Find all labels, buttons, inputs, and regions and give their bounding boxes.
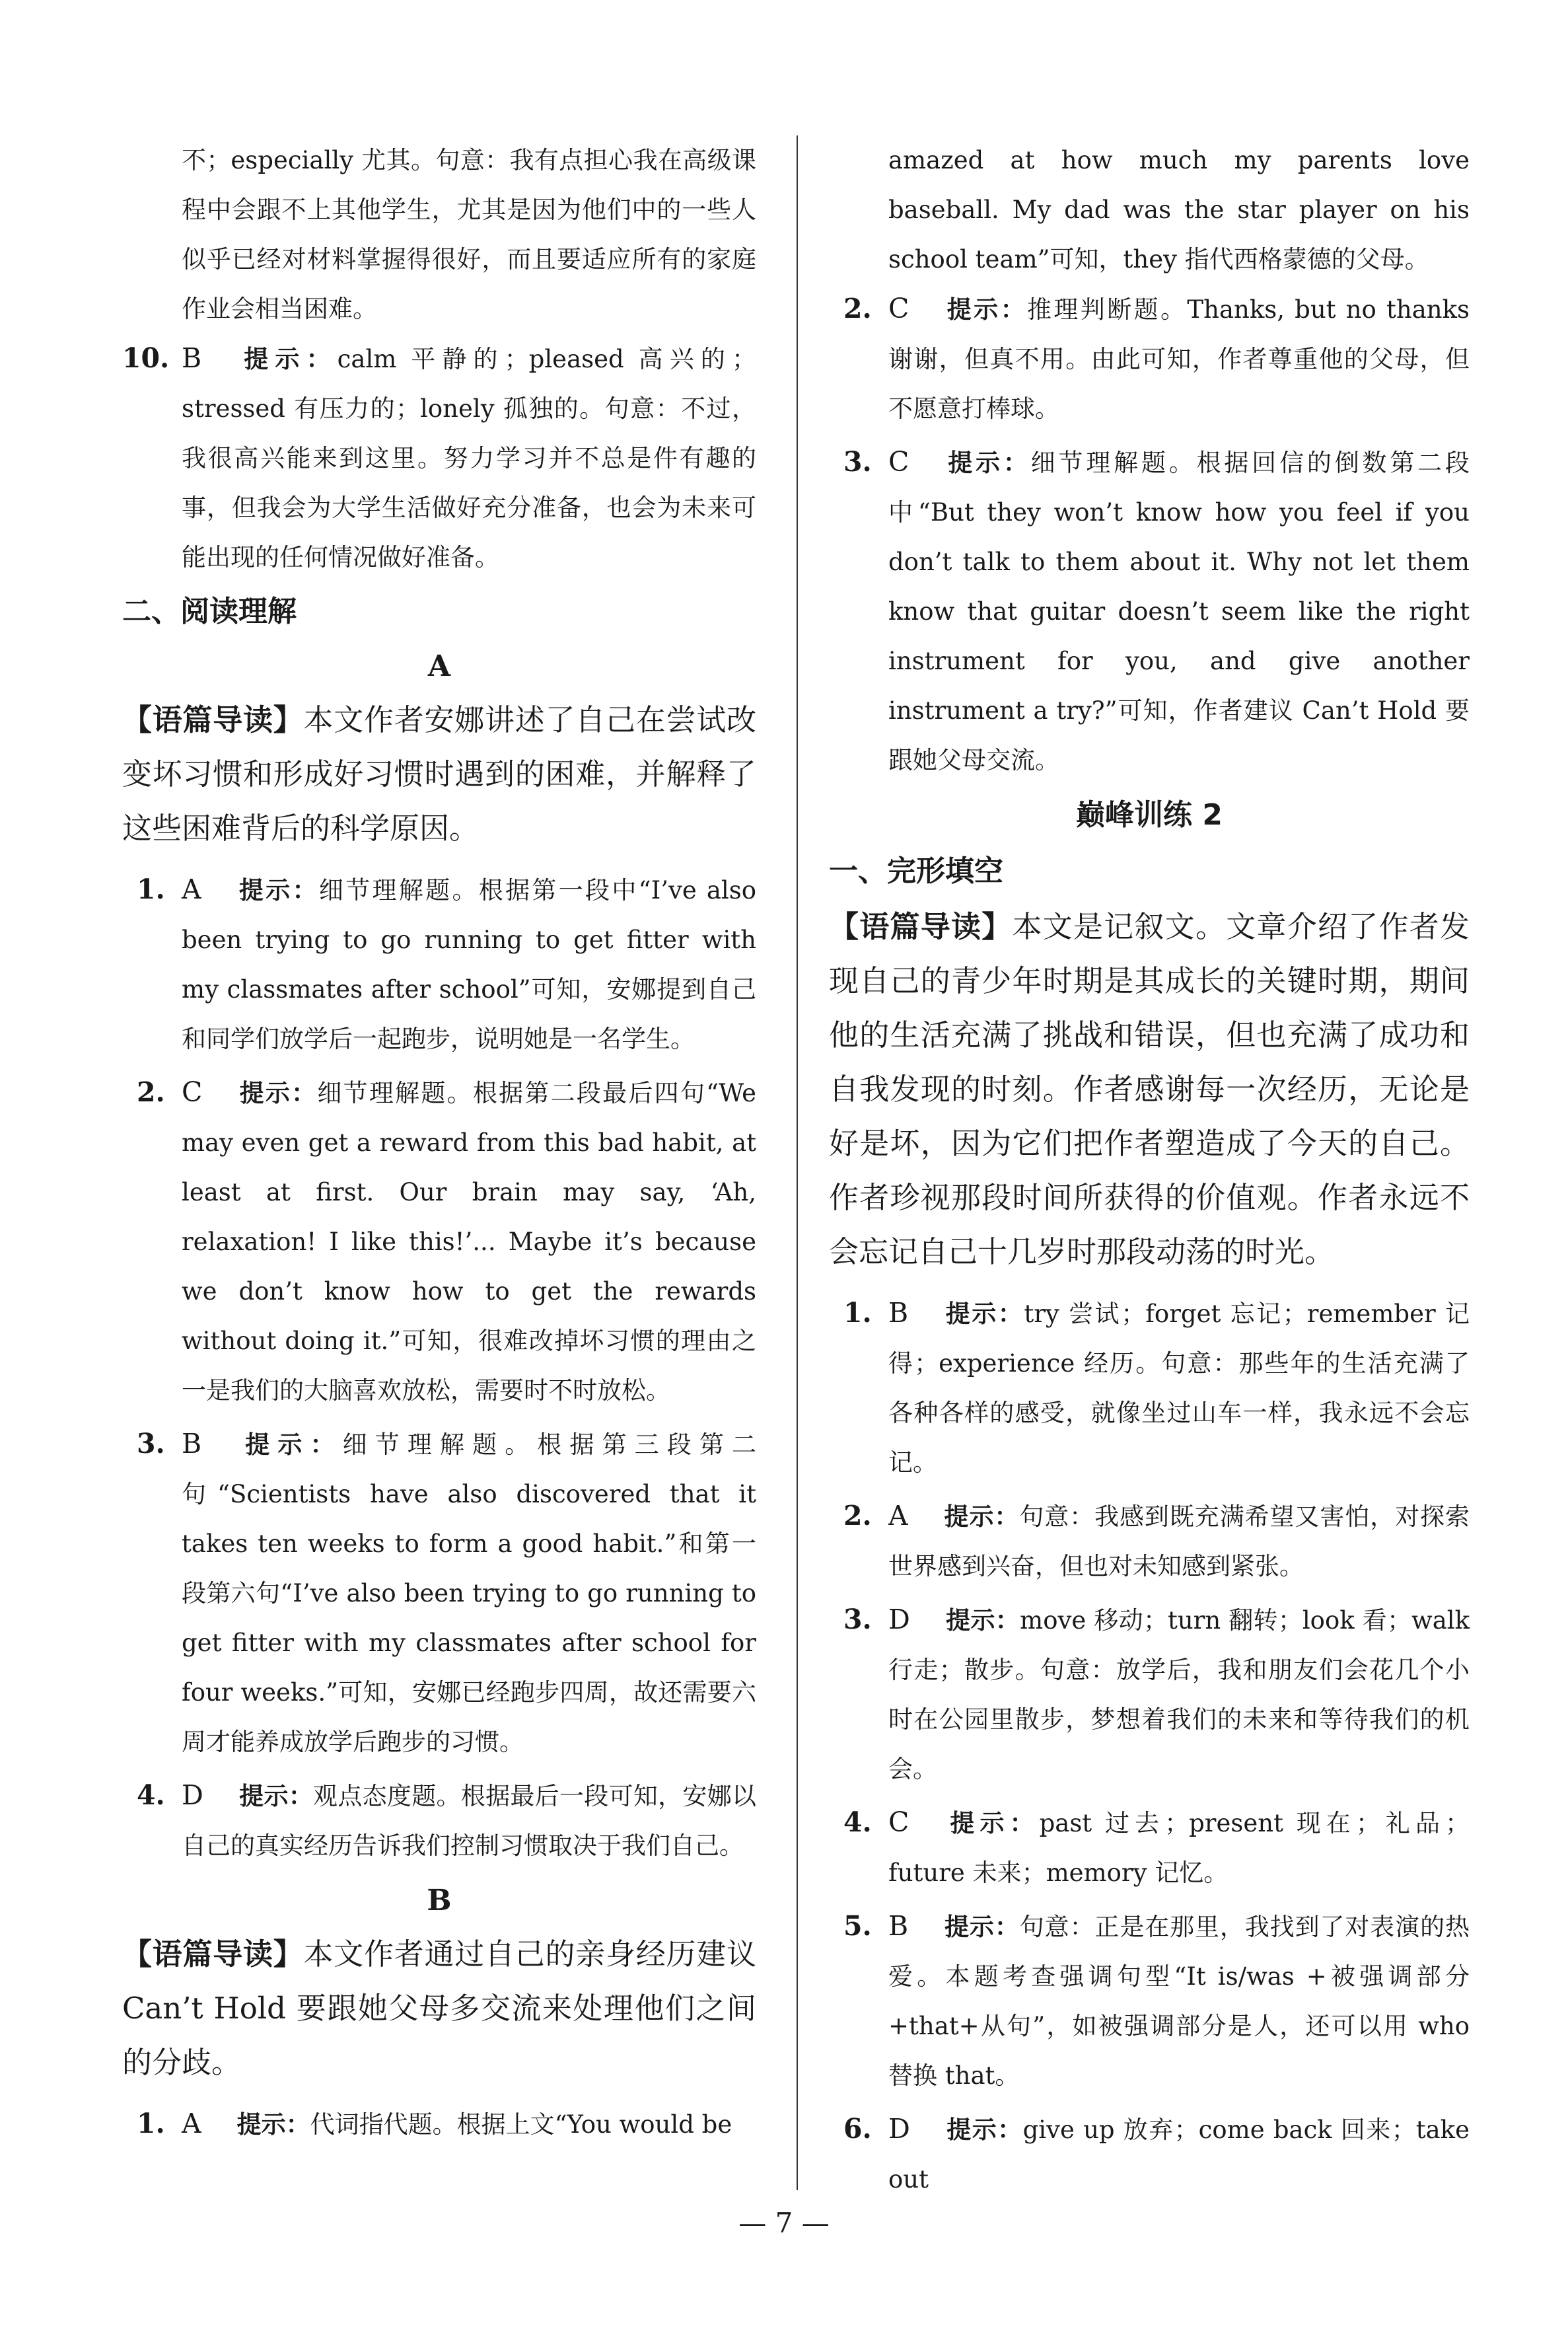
answer-item: [829, 284, 1470, 433]
answer-letter: D: [888, 2113, 910, 2145]
section-title: 二、阅读理解: [122, 595, 297, 628]
guide-text: 本文作者安娜讲述了自己在尝试改变坏习惯和形成好习惯时遇到的困难，并解释了这些困难背后的科学原因。: [122, 702, 756, 846]
answer-item: [829, 437, 1470, 785]
answer-letter: B: [888, 1297, 909, 1329]
column-divider: [797, 135, 798, 2190]
page-number: — 7 —: [738, 2207, 830, 2239]
guide-label: 【语篇导读】: [122, 1937, 304, 1972]
question-number: 5.: [843, 1910, 872, 1942]
continued-explanation: 不；especially 尤其。句意：我有点担心我在高级课程中会跟不上其他学生，尤其是因为他们中的一些人似乎已经对材料掌握得很好，而且要适应所有的家庭作业会相当困难。: [182, 146, 756, 323]
answer-letter: C: [182, 1076, 203, 1108]
answer-letter: B: [182, 342, 202, 374]
hint-label: 提示：: [238, 1782, 314, 1810]
hint-text: try 尝试；forget 忘记；remember 记得；experience 经历。句意：那些年的生活充满了各种各样的感受，就像坐过山车一样，我永远不会忘记。: [888, 1300, 1470, 1477]
right-column: [829, 135, 1470, 2208]
guide-text: 本文是记叙文。文章介绍了作者发现自己的青少年时期是其成长的关键时期，期间他的生活充满了挑战和错误，但也充满了成功和自我发现的时刻。作者感谢每一次经历，无论是好是坏，因为它们把作者塑造成了今天的自己。作者珍视那段时间所获得的价值观。作者永远不会忘记自己十几岁时那段动荡的时光。: [829, 909, 1470, 1269]
question-number: 2.: [137, 1076, 165, 1108]
answer-item: [829, 1595, 1470, 1794]
question-number: 1.: [843, 1297, 872, 1329]
passage-title: B: [427, 1884, 452, 1917]
hint-label: 提示：: [944, 1913, 1020, 1941]
guide-text: 本文作者通过自己的亲身经历建议 Can’t Hold 要跟她父母多交流来处理他们之间的分歧。: [122, 1937, 756, 2080]
answer-letter: B: [888, 1910, 909, 1942]
question-number: 3.: [137, 1428, 165, 1459]
answer-item: [122, 2099, 756, 2149]
hint-label: 提示：: [944, 1809, 1040, 1837]
passage-title: A: [427, 649, 451, 683]
answer-item: [122, 1771, 756, 1870]
answer-letter: A: [182, 2108, 201, 2139]
hint-text: 代词指代题。根据上文“You would be: [310, 2110, 732, 2139]
answer-item: [829, 2104, 1470, 2204]
hint-label: 提示：: [236, 2110, 310, 2139]
passage-guide: [122, 693, 756, 856]
question-number: 2.: [843, 293, 872, 324]
question-number: 4.: [843, 1806, 872, 1838]
hint-text: 细节理解题。根据回信的倒数第二段中“But they won’t know how you feel if you don’t talk to them about it. Why not let them know that guitar doesn’t seem like the right instrument for you, and give another instrument a try?”可知，作者建议 Can’t Hold 要跟她父母交流。: [888, 449, 1470, 774]
answer-item: [829, 1491, 1470, 1591]
answer-letter: C: [888, 293, 909, 324]
passage-guide: [829, 900, 1470, 1279]
question-number: 10.: [122, 342, 170, 374]
hint-label: 提示：: [944, 1300, 1024, 1328]
answer-item: [122, 334, 756, 582]
hint-label: 提示：: [236, 876, 319, 904]
hint-label: 提示：: [944, 295, 1027, 324]
question-number: 2.: [843, 1500, 872, 1532]
hint-text: 细节理解题。根据第三段第二句“Scientists have also discovered that it takes ten weeks to form a good habit.”和第一段第六句“I’ve also been trying to go running to get fitter with my classmates after school for four weeks.”可知，安娜已经跑步四周，故还需要六周才能养成放学后跑步的习惯。: [182, 1430, 757, 1756]
hint-label: 提示：: [945, 1606, 1020, 1635]
answer-letter: B: [182, 1428, 202, 1459]
hint-label: 提示：: [237, 1430, 343, 1459]
guide-label: 【语篇导读】: [122, 702, 304, 737]
answer-letter: C: [888, 446, 909, 478]
left-column: [122, 135, 756, 2153]
question-number: 6.: [843, 2113, 872, 2145]
hint-label: 提示：: [945, 2116, 1023, 2144]
answer-item: [829, 1798, 1470, 1898]
answer-letter: C: [888, 1806, 909, 1838]
hint-label: 提示：: [943, 1502, 1020, 1531]
hint-text: give up 放弃；come back 回来；take out: [888, 2116, 1470, 2194]
answer-item: [122, 1068, 756, 1415]
question-number: 3.: [843, 1604, 872, 1635]
answer-letter: D: [182, 1779, 203, 1811]
hint-text: 细节理解题。根据第二段最后四句“We may even get a reward from this bad habit, at least at first. Our brain may say, ‘Ah, relaxation! I like this!’... Maybe it’s because we don’t know how to get the rewards without doing it.”可知，很难改掉坏习惯的理由之一是我们的大脑喜欢放松，需要时不时放松。: [182, 1079, 757, 1405]
section-title: 一、完形填空: [829, 854, 1003, 888]
training-title: 巅峰训练 2: [1076, 798, 1223, 832]
continued-explanation: amazed at how much my parents love baseball. My dad was the star player on his school team”可知，they 指代西格蒙德的父母。: [888, 146, 1470, 274]
guide-label: 【语篇导读】: [829, 909, 1013, 944]
question-number: 1.: [137, 873, 165, 905]
hint-text: 观点态度题。根据最后一段可知，安娜以自己的真实经历告诉我们控制习惯取决于我们自己。: [182, 1782, 757, 1860]
question-number: 3.: [843, 446, 872, 478]
answer-item: [122, 865, 756, 1064]
passage-guide: [122, 1927, 756, 2090]
hint-text: past 过去；present 现在；礼品；future 未来；memory 记忆。: [888, 1809, 1470, 1887]
hint-text: 推理判断题。Thanks, but no thanks 谢谢，但真不用。由此可知，作者尊重他的父母，但不愿意打棒球。: [888, 295, 1470, 423]
answer-item: [122, 1419, 756, 1767]
hint-text: move 移动；turn 翻转；look 看；walk 行走；散步。句意：放学后，我和朋友们会花几个小时在公园里散步，梦想着我们的未来和等待我们的机会。: [888, 1606, 1470, 1783]
hint-text: calm 平静的；pleased 高兴的；stressed 有压力的；lonely 孤独的。句意：不过，我很高兴能来到这里。努力学习并不总是件有趣的事，但我会为大学生活做好充分准备，也会为未来可能出现的任何情况做好准备。: [182, 345, 756, 572]
answer-letter: A: [182, 873, 201, 905]
answer-letter: D: [888, 1604, 910, 1635]
answer-item: [829, 1901, 1470, 2100]
question-number: 4.: [137, 1779, 165, 1811]
hint-label: 提示：: [944, 449, 1031, 477]
hint-text: 句意：正是在那里，我找到了对表演的热爱。本题考查强调句型“It is/was +被强调部分+that+从句”，如被强调部分是人，还可以用 who 替换 that。: [888, 1913, 1470, 2090]
hint-text: 句意：我感到既充满希望又害怕，对探索世界感到兴奋，但也对未知感到紧张。: [888, 1502, 1470, 1580]
answer-item: [829, 1288, 1470, 1487]
hint-label: 提示：: [237, 345, 338, 373]
hint-label: 提示：: [238, 1079, 318, 1107]
hint-text: 细节理解题。根据第一段中“I’ve also been trying to go running to get fitter with my classmates after school”可知，安娜提到自己和同学们放学后一起跑步，说明她是一名学生。: [182, 876, 756, 1053]
question-number: 1.: [137, 2108, 165, 2139]
answer-letter: A: [888, 1500, 908, 1532]
